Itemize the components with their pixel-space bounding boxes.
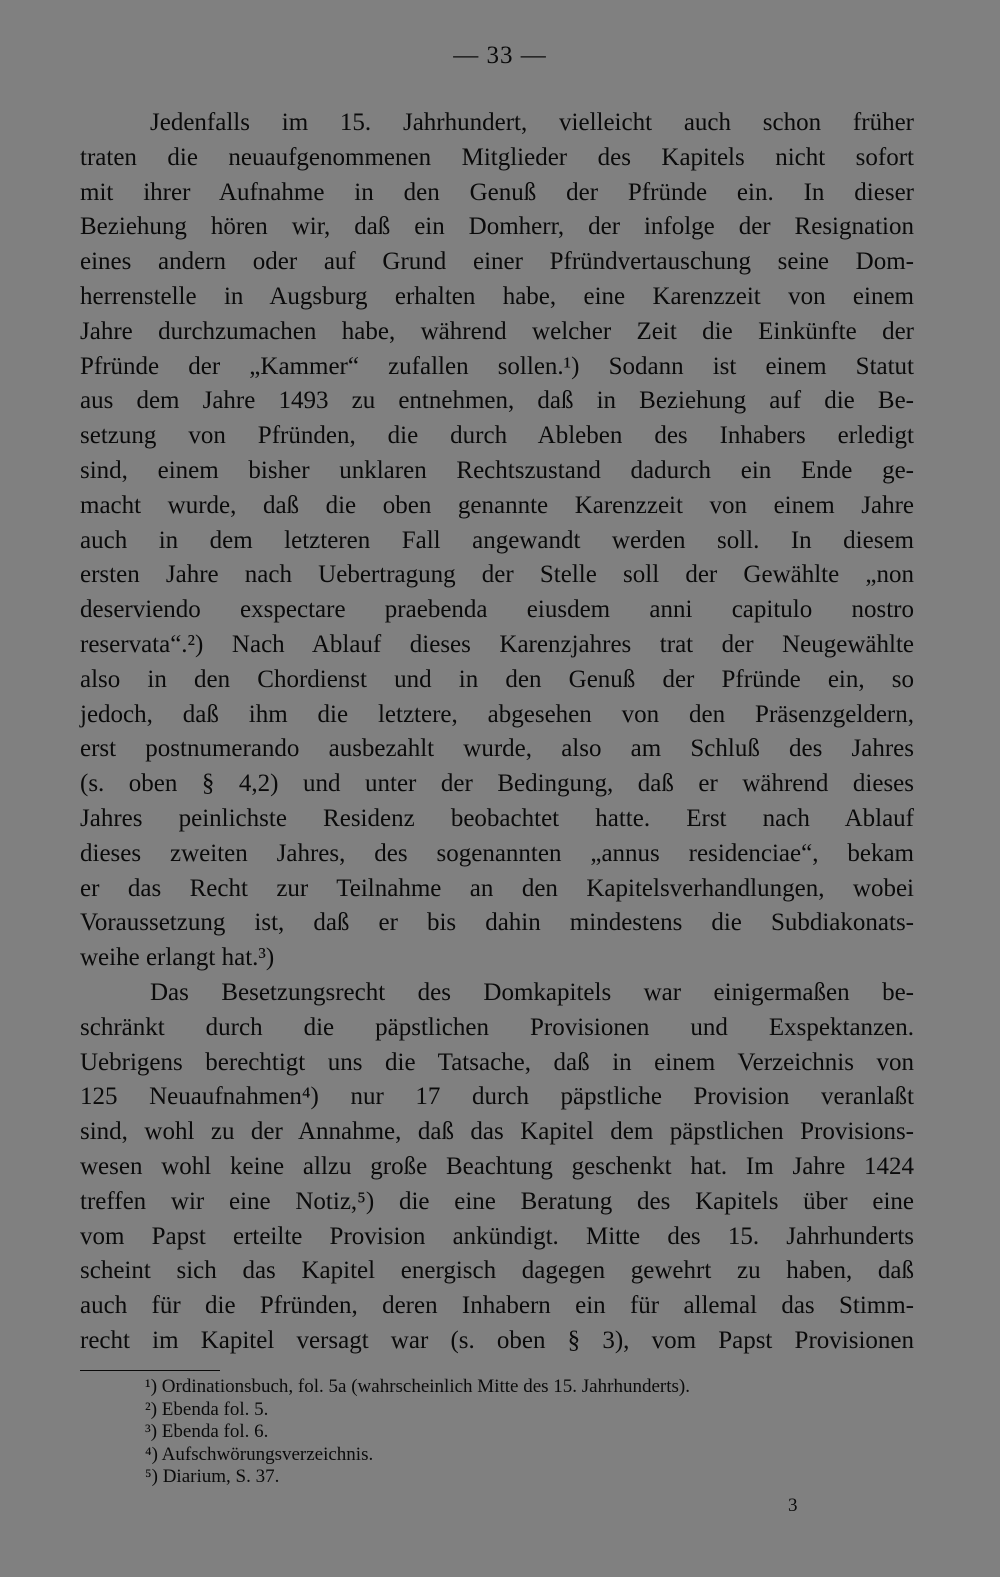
footnote: ⁴) Aufschwörungsverzeichnis.: [145, 1443, 374, 1465]
signature-mark: 3: [788, 1495, 798, 1516]
text-line: deserviendo exspectare praebenda eiusdem anni capitulo nostro: [80, 596, 914, 624]
text-line: 125 Neuaufnahmen⁴) nur 17 durch päpstliche Provision veranlaßt: [80, 1083, 914, 1111]
footnote: ²) Ebenda fol. 5.: [145, 1398, 269, 1420]
footnotes: [145, 1376, 935, 1489]
text-line: traten die neuaufgenommenen Mitglieder des Kapitels nicht sofort: [80, 143, 914, 171]
text-line: aus dem Jahre 1493 zu entnehmen, daß in Beziehung auf die Be-: [80, 387, 914, 415]
text-line: auch für die Pfründen, deren Inhabern ein für allemal das Stimm-: [80, 1292, 914, 1320]
text-line: weihe erlangt hat.³): [80, 944, 275, 972]
text-line: jedoch, daß ihm die letztere, abgesehen von den Präsenzgeldern,: [80, 700, 914, 728]
body-text: [80, 106, 914, 1359]
text-line: eines andern oder auf Grund einer Pfründvertauschung seine Dom-: [80, 248, 914, 276]
text-line: ersten Jahre nach Uebertragung der Stelle soll der Gewählte „non: [80, 561, 914, 589]
text-line: erst postnumerando ausbezahlt wurde, also am Schluß des Jahres: [80, 735, 914, 763]
text-line: sind, wohl zu der Annahme, daß das Kapitel dem päpstlichen Provisions-: [80, 1118, 914, 1146]
text-line: also in den Chordienst und in den Genuß der Pfründe ein, so: [80, 665, 914, 693]
text-line: er das Recht zur Teilnahme an den Kapitelsverhandlungen, wobei: [80, 874, 914, 902]
footnote: ⁵) Diarium, S. 37.: [145, 1466, 280, 1487]
footnote: ¹) Ordinationsbuch, fol. 5a (wahrscheinlich Mitte des 15. Jahrhunderts).: [145, 1376, 690, 1397]
text-line: schränkt durch die päpstlichen Provisionen und Exspektanzen.: [80, 1013, 914, 1041]
text-line: sind, einem bisher unklaren Rechtszustand dadurch ein Ende ge-: [80, 456, 914, 484]
text-line: wesen wohl keine allzu große Beachtung geschenkt hat. Im Jahre 1424: [80, 1152, 914, 1180]
text-line: Jahre durchzumachen habe, während welcher Zeit die Einkünfte der: [80, 317, 914, 345]
text-line: Jahres peinlichste Residenz beobachtet hatte. Erst nach Ablauf: [80, 804, 914, 832]
text-line: Das Besetzungsrecht des Domkapitels war einigermaßen be-: [150, 978, 914, 1006]
text-line: Pfründe der „Kammer“ zufallen sollen.¹) Sodann ist einem Statut: [80, 352, 914, 380]
text-line: reservata“.²) Nach Ablauf dieses Karenzjahres trat der Neugewählte: [80, 630, 914, 658]
text-line: (s. oben § 4,2) und unter der Bedingung, daß er während dieses: [80, 770, 914, 798]
text-line: auch in dem letzteren Fall angewandt werden soll. In diesem: [80, 526, 914, 554]
text-line: dieses zweiten Jahres, des sogenannten „annus residenciae“, bekam: [80, 839, 914, 867]
text-line: Uebrigens berechtigt uns die Tatsache, daß in einem Verzeichnis von: [80, 1048, 914, 1076]
page-number: — 33 —: [453, 42, 547, 69]
text-line: herrenstelle in Augsburg erhalten habe, eine Karenzzeit von einem: [80, 282, 914, 310]
footnote: ³) Ebenda fol. 6.: [145, 1421, 269, 1442]
text-line: scheint sich das Kapitel energisch dagegen gewehrt zu haben, daß: [80, 1257, 914, 1285]
text-line: Beziehung hören wir, daß ein Domherr, der infolge der Resignation: [80, 213, 914, 241]
text-line: Voraussetzung ist, daß er bis dahin mindestens die Subdiakonats-: [80, 909, 914, 937]
text-line: vom Papst erteilte Provision ankündigt. Mitte des 15. Jahrhunderts: [80, 1222, 914, 1250]
footnote-divider: [80, 1370, 220, 1371]
text-line: macht wurde, daß die oben genannte Karenzzeit von einem Jahre: [80, 491, 914, 519]
text-line: recht im Kapitel versagt war (s. oben § 3), vom Papst Provisionen: [80, 1326, 914, 1354]
text-line: mit ihrer Aufnahme in den Genuß der Pfründe ein. In dieser: [80, 178, 914, 206]
text-line: setzung von Pfründen, die durch Ableben des Inhabers erledigt: [80, 422, 914, 450]
text-line: Jedenfalls im 15. Jahrhundert, vielleicht auch schon früher: [150, 109, 914, 136]
text-line: treffen wir eine Notiz,⁵) die eine Beratung des Kapitels über eine: [80, 1187, 914, 1215]
